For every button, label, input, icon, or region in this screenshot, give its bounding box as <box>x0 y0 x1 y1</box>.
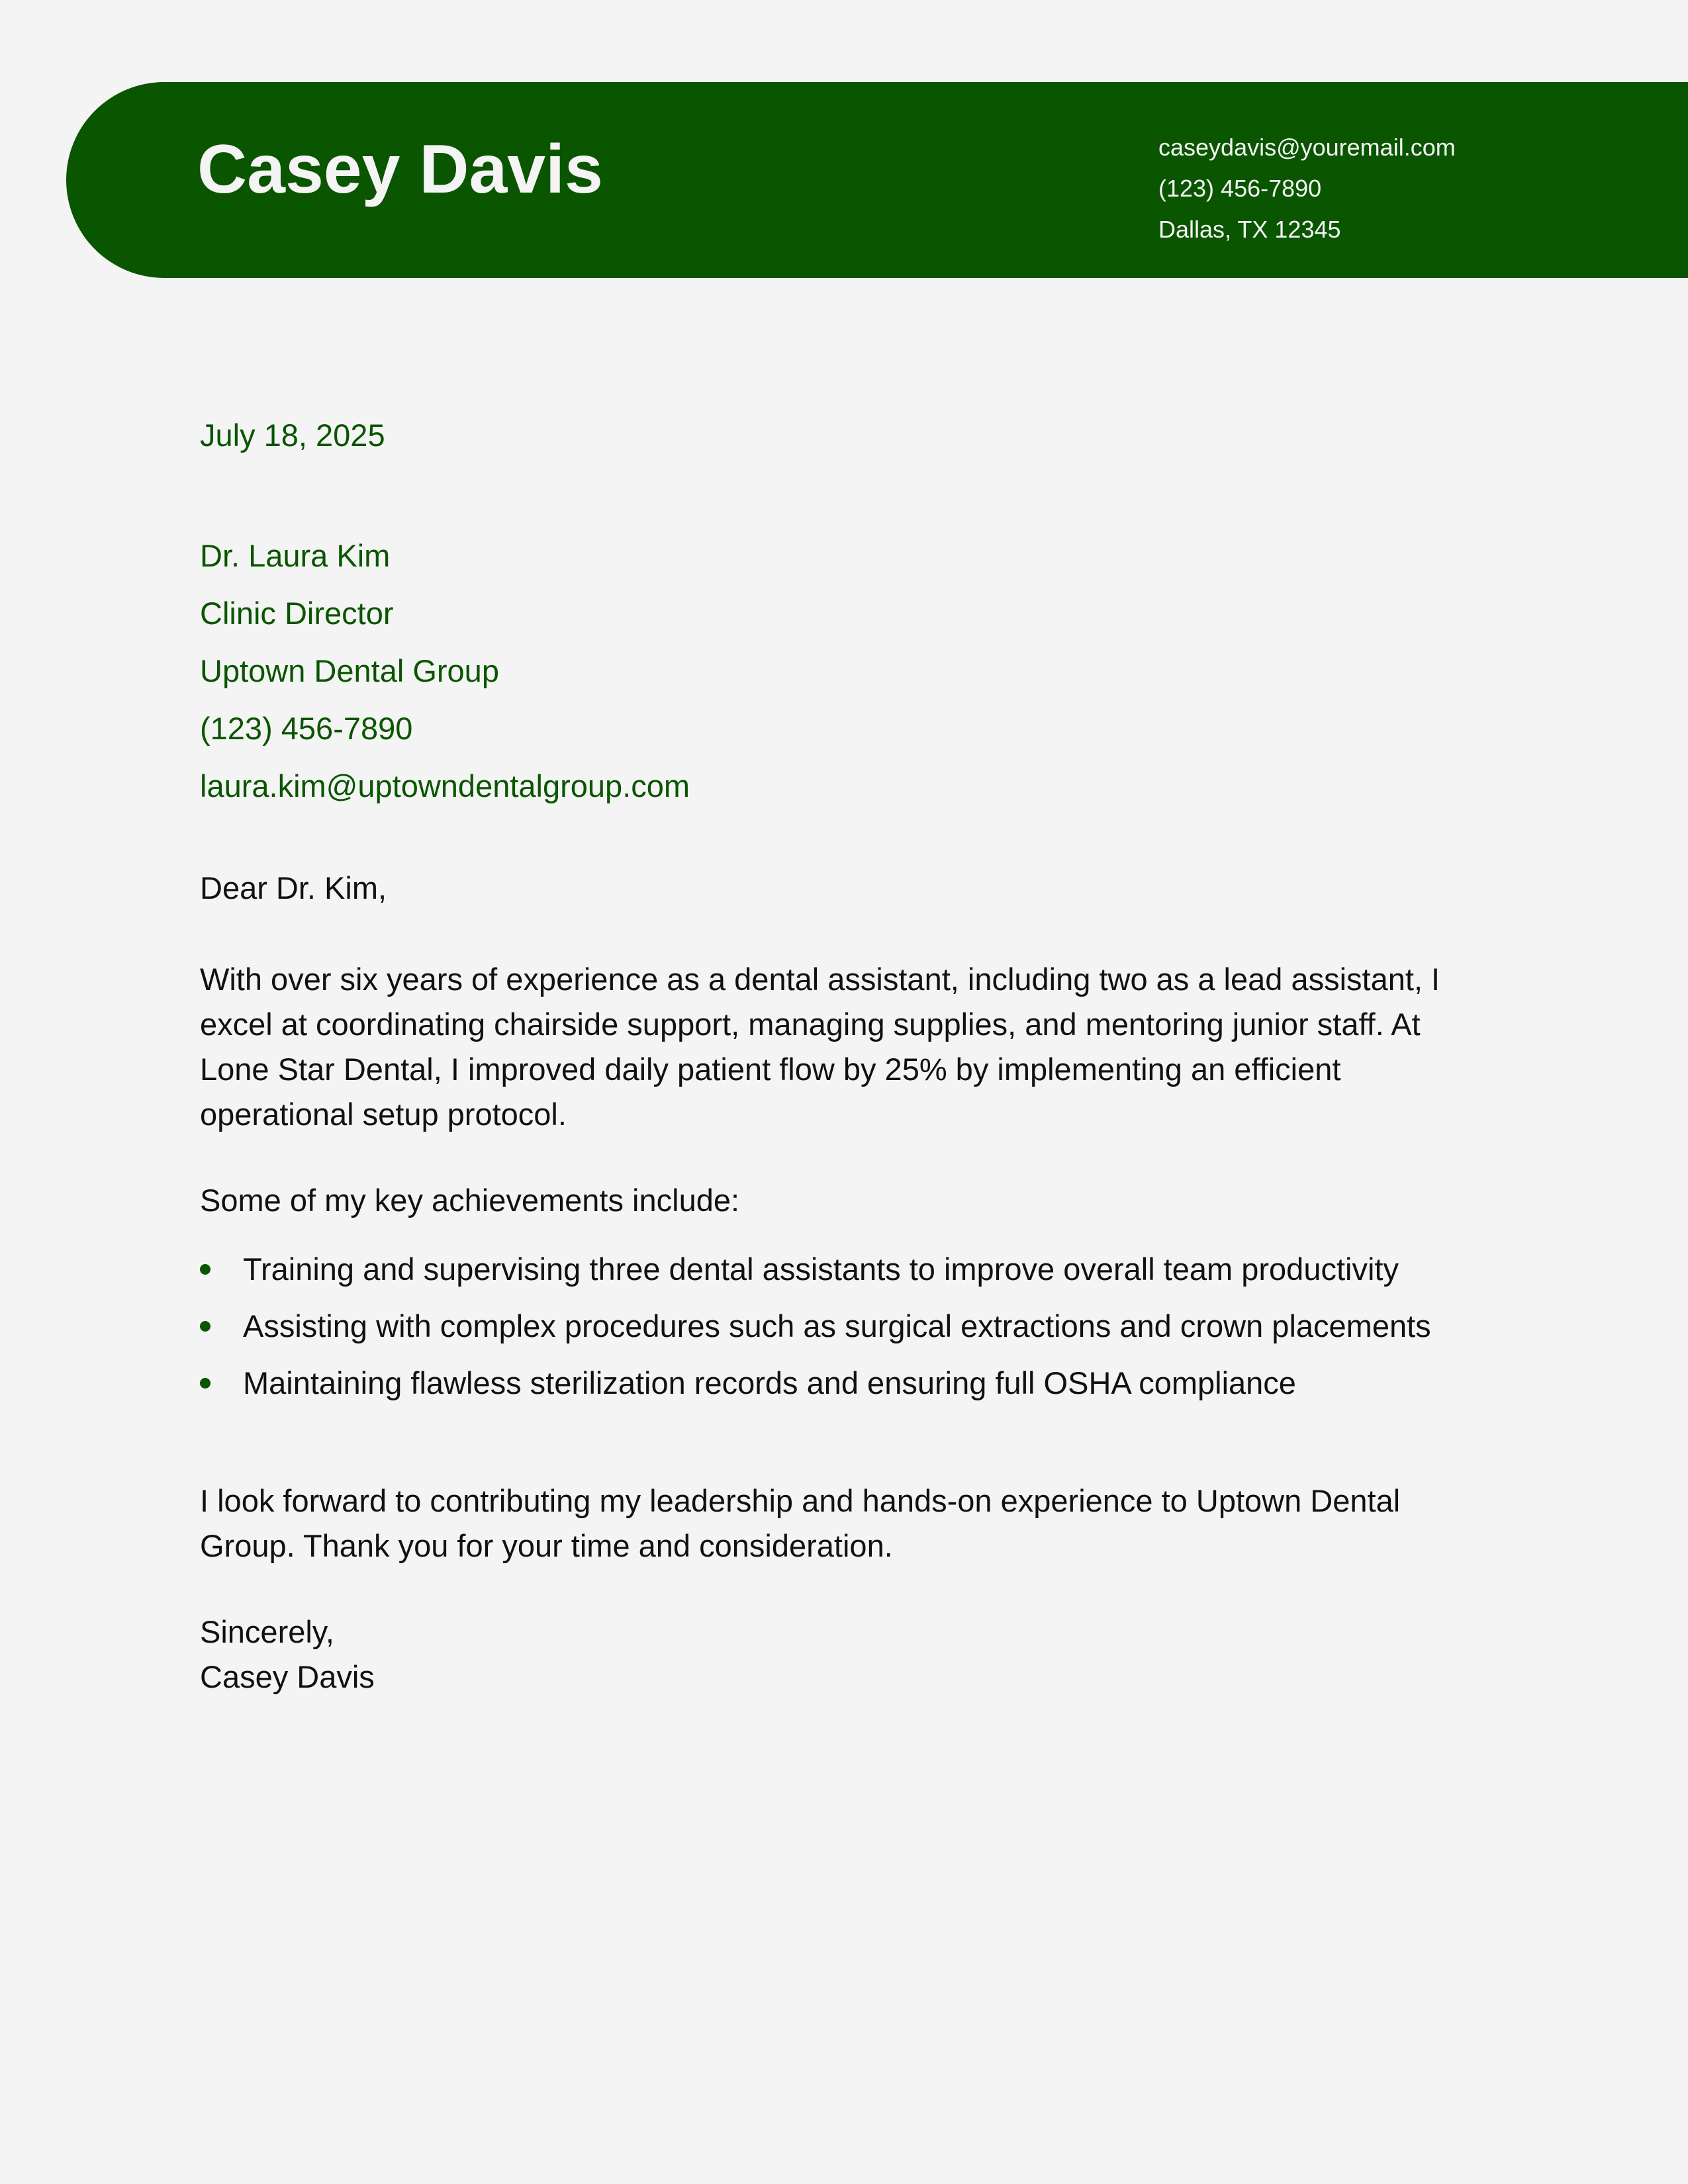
achievement-text: Assisting with complex procedures such as surgical extractions and crown placements <box>243 1308 1431 1343</box>
closing-paragraph: I look forward to contributing my leadership and hands-on experience to Uptown Dental Group. Thank you for your time and consideration. <box>200 1483 1401 1563</box>
achievements-list <box>200 1247 1497 1418</box>
recipient-email: laura.kim@uptowndentalgroup.com <box>200 768 690 803</box>
signature-name: Casey Davis <box>200 1659 375 1694</box>
sender-contact-block <box>1158 127 1456 250</box>
bullet-dot-icon <box>200 1378 211 1388</box>
sender-email: caseydavis@youremail.com <box>1158 134 1456 161</box>
bullet-dot-icon <box>200 1321 211 1332</box>
salutation: Dear Dr. Kim, <box>200 870 387 905</box>
sender-location: Dallas, TX 12345 <box>1158 216 1341 243</box>
recipient-name: Dr. Laura Kim <box>200 538 391 573</box>
letter-date: July 18, 2025 <box>200 418 385 453</box>
signoff-block <box>200 1610 375 1700</box>
achievement-item <box>200 1361 1497 1406</box>
achievement-item <box>200 1247 1497 1292</box>
achievement-item <box>200 1304 1497 1349</box>
header-banner <box>66 82 1688 278</box>
sender-name: Casey Davis <box>197 131 603 208</box>
closing-phrase: Sincerely, <box>200 1614 334 1649</box>
intro-paragraph: With over six years of experience as a dental assistant, including two as a lead assistant, I excel at coordinating chairside support, managing supplies, and mentoring junior staff. At Lone Star Dental, I improved daily patient flow by 25% by implementing an efficient operational setup protocol. <box>200 962 1440 1132</box>
recipient-title: Clinic Director <box>200 596 394 631</box>
recipient-block <box>200 527 690 815</box>
bullet-dot-icon <box>200 1264 211 1275</box>
achievement-text: Maintaining flawless sterilization records and ensuring full OSHA compliance <box>243 1365 1296 1400</box>
recipient-company: Uptown Dental Group <box>200 653 499 688</box>
sender-phone: (123) 456-7890 <box>1158 175 1322 202</box>
recipient-phone: (123) 456-7890 <box>200 711 413 746</box>
achievement-text: Training and supervising three dental assistants to improve overall team productivity <box>243 1251 1399 1287</box>
achievements-intro: Some of my key achievements include: <box>200 1183 740 1218</box>
